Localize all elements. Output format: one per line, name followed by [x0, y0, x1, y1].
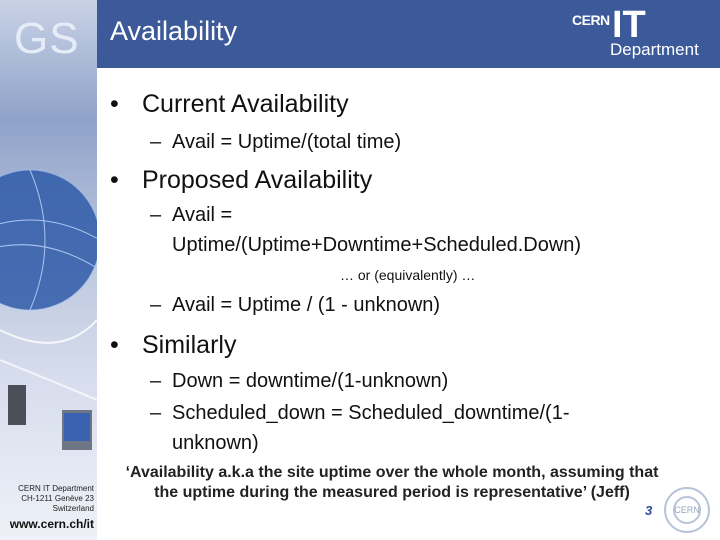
page-number: 3: [645, 503, 653, 518]
sidebar-decoration: [0, 0, 97, 540]
cern-it-logo: [572, 6, 712, 62]
svg-text:CERN: CERN: [674, 505, 700, 515]
footer-address: CERN IT Department CH-1211 Genève 23 Switzerland: [18, 484, 94, 513]
bullet-dot: •: [110, 331, 119, 359]
cern-seal-icon: [662, 485, 712, 535]
logo-department: Department: [610, 40, 699, 59]
equivalence-note: … or (equivalently) …: [340, 267, 476, 283]
bullet-dot: •: [110, 90, 119, 118]
logo-cern: CERN: [572, 12, 610, 28]
slide-title: Availability: [110, 16, 238, 46]
jeff-quote: ‘Availability a.k.a the site uptime over the whole month, assuming that the uptime during the measured period is representative’ (Jeff): [125, 464, 659, 501]
logo-it: IT: [612, 4, 646, 46]
bullet-dot: •: [110, 166, 119, 194]
gs-logo-text: GS: [14, 14, 80, 63]
globe-network-illustration: [0, 0, 97, 540]
footer-website: www.cern.ch/it: [9, 517, 94, 531]
